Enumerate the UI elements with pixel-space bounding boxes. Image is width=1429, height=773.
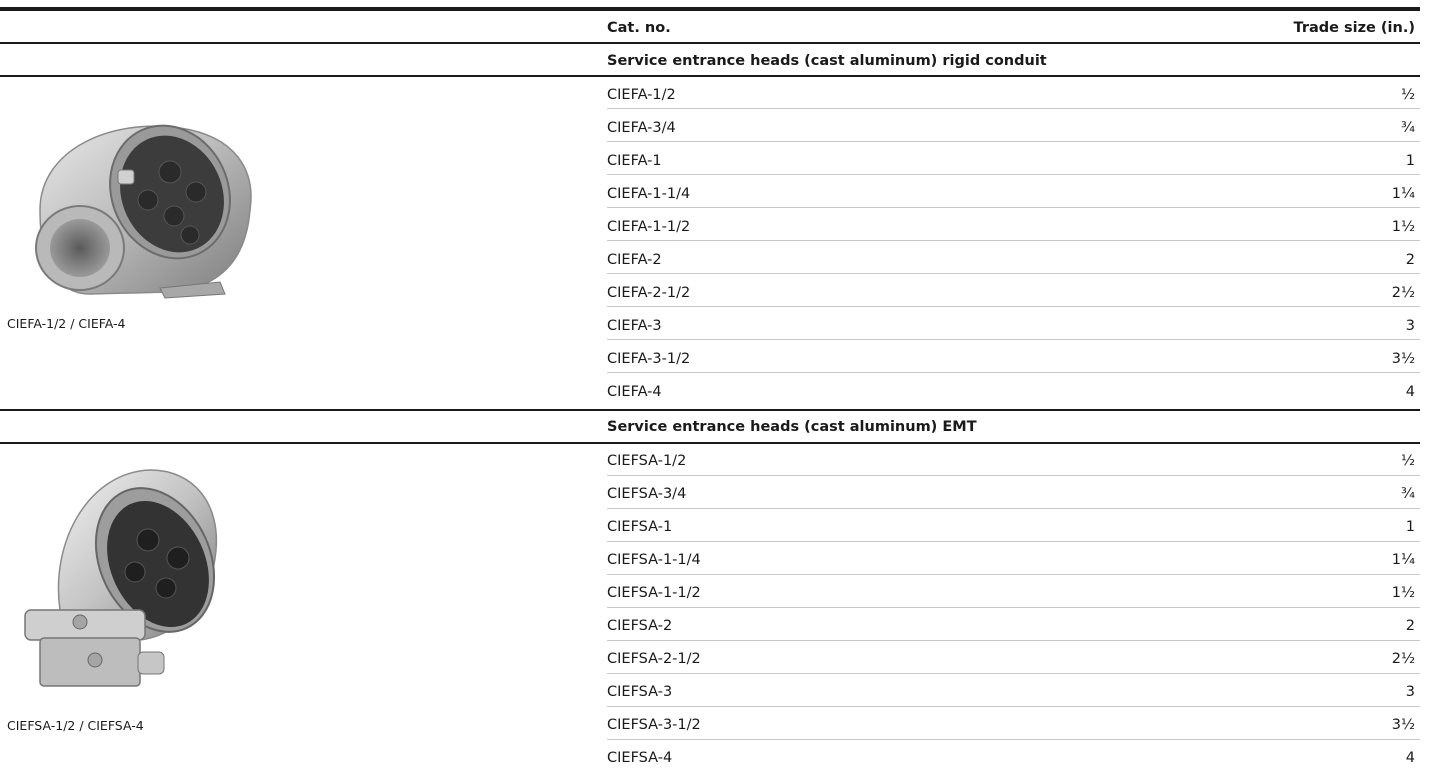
row-divider (607, 339, 1420, 340)
row-divider (607, 240, 1420, 241)
cat-no-cell: CIEFSA-1-1/2 (607, 585, 701, 601)
trade-size-cell: 2 (1405, 252, 1415, 268)
section-title: Service entrance heads (cast aluminum) rigid conduit (607, 53, 1047, 69)
row-divider (607, 108, 1420, 109)
cat-no-cell: CIEFSA-1-1/4 (607, 552, 701, 568)
row-divider (607, 541, 1420, 542)
trade-size-cell: 3½ (1391, 717, 1415, 733)
trade-size-cell: 1¼ (1391, 186, 1415, 202)
trade-size-cell: 2½ (1391, 285, 1415, 301)
trade-size-cell: 1½ (1391, 219, 1415, 235)
row-divider (607, 273, 1420, 274)
header-rule (0, 42, 1420, 44)
section-title: Service entrance heads (cast aluminum) EMT (607, 419, 977, 435)
cat-no-cell: CIEFA-1-1/4 (607, 186, 691, 202)
cat-no-cell: CIEFSA-1/2 (607, 453, 687, 469)
row-divider (607, 306, 1420, 307)
trade-size-cell: 3 (1405, 318, 1415, 334)
cat-no-cell: CIEFSA-3/4 (607, 486, 687, 502)
trade-size-cell: 4 (1405, 750, 1415, 766)
header-trade-size: Trade size (in.) (1293, 20, 1415, 36)
trade-size-cell: 4 (1405, 384, 1415, 400)
trade-size-cell: 2 (1405, 618, 1415, 634)
trade-size-cell: 1½ (1391, 585, 1415, 601)
image-caption: CIEFSA-1/2 / CIEFSA-4 (7, 718, 144, 733)
trade-size-cell: 2½ (1391, 651, 1415, 667)
row-divider (607, 174, 1420, 175)
row-divider (607, 141, 1420, 142)
trade-size-cell: ½ (1400, 87, 1415, 103)
header-cat-no: Cat. no. (607, 20, 671, 36)
cat-no-cell: CIEFA-2 (607, 252, 662, 268)
cat-no-cell: CIEFA-3-1/2 (607, 351, 691, 367)
row-divider (607, 706, 1420, 707)
cat-no-cell: CIEFA-3/4 (607, 120, 676, 136)
cat-no-cell: CIEFA-1 (607, 153, 662, 169)
cat-no-cell: CIEFSA-4 (607, 750, 673, 766)
cat-no-cell: CIEFSA-1 (607, 519, 673, 535)
cat-no-cell: CIEFA-1-1/2 (607, 219, 691, 235)
trade-size-cell: ¾ (1400, 120, 1415, 136)
section-rule (0, 409, 1420, 411)
row-divider (607, 475, 1420, 476)
cat-no-cell: CIEFSA-3 (607, 684, 673, 700)
section-title-rule (0, 75, 1420, 77)
row-divider (607, 508, 1420, 509)
trade-size-cell: 1 (1405, 519, 1415, 535)
trade-size-cell: 3 (1405, 684, 1415, 700)
cat-no-cell: CIEFA-2-1/2 (607, 285, 691, 301)
row-divider (607, 673, 1420, 674)
trade-size-cell: ½ (1400, 453, 1415, 469)
row-divider (607, 739, 1420, 740)
section-title-rule (0, 442, 1420, 444)
trade-size-cell: 1 (1405, 153, 1415, 169)
cat-no-cell: CIEFSA-3-1/2 (607, 717, 701, 733)
cat-no-cell: CIEFA-1/2 (607, 87, 676, 103)
trade-size-cell: ¾ (1400, 486, 1415, 502)
cat-no-cell: CIEFA-3 (607, 318, 662, 334)
trade-size-cell: 1¼ (1391, 552, 1415, 568)
row-divider (607, 207, 1420, 208)
service-head-rigid-image (20, 110, 260, 305)
cat-no-cell: CIEFA-4 (607, 384, 662, 400)
service-head-emt-image (20, 460, 230, 695)
row-divider (607, 640, 1420, 641)
row-divider (607, 574, 1420, 575)
cat-no-cell: CIEFSA-2-1/2 (607, 651, 701, 667)
row-divider (607, 372, 1420, 373)
row-divider (607, 607, 1420, 608)
trade-size-cell: 3½ (1391, 351, 1415, 367)
table-top-rule (0, 7, 1420, 11)
cat-no-cell: CIEFSA-2 (607, 618, 673, 634)
image-caption: CIEFA-1/2 / CIEFA-4 (7, 316, 126, 331)
